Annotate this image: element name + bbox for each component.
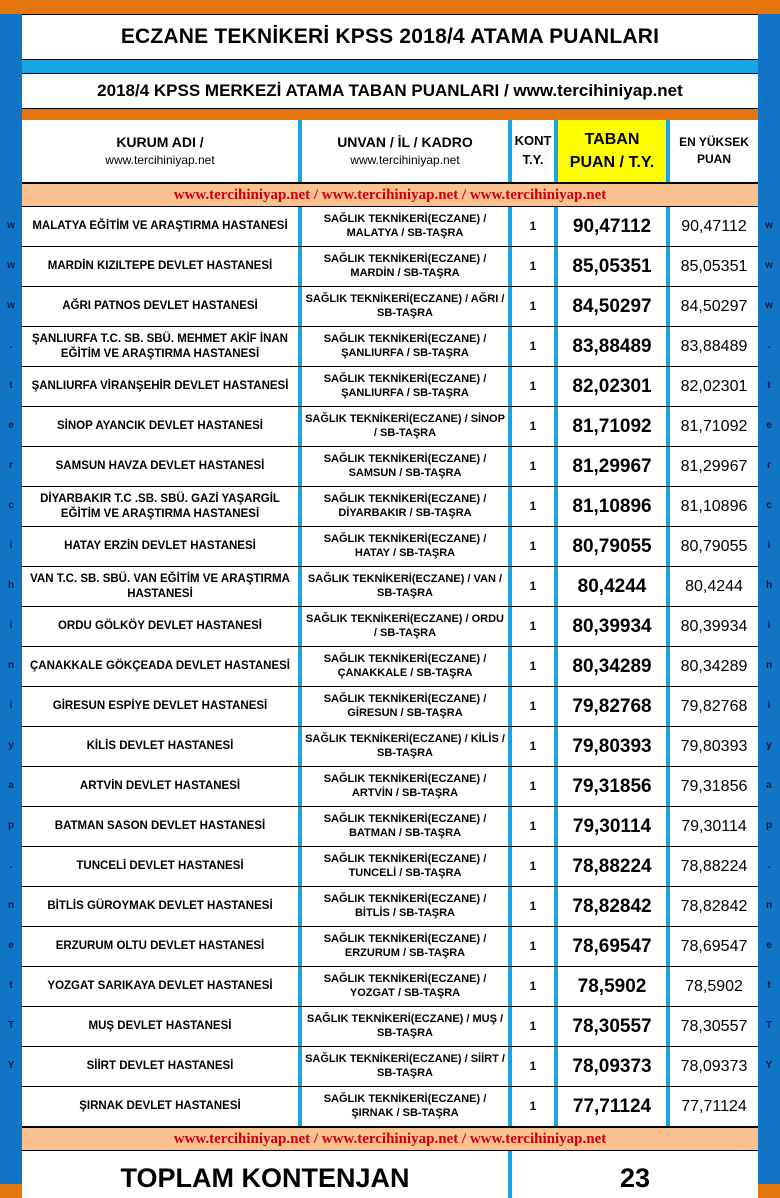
cell-kontenjan: 1 bbox=[512, 287, 558, 326]
table-row bbox=[22, 407, 758, 447]
cell-kontenjan: 1 bbox=[512, 967, 558, 1006]
cell-kurum-adi: ERZURUM OLTU DEVLET HASTANESİ bbox=[22, 927, 302, 966]
table-row bbox=[22, 527, 758, 567]
total-row bbox=[22, 1151, 758, 1198]
cell-kontenjan: 1 bbox=[512, 927, 558, 966]
cell-kurum-adi: HATAY ERZİN DEVLET HASTANESİ bbox=[22, 527, 302, 566]
column-header-unvan-line2: www.tercihiniyap.net bbox=[350, 153, 460, 168]
table-row bbox=[22, 327, 758, 367]
cell-kontenjan: 1 bbox=[512, 527, 558, 566]
column-header-kurum bbox=[22, 120, 302, 182]
cell-kontenjan: 1 bbox=[512, 407, 558, 446]
table-row bbox=[22, 607, 758, 647]
right-rail-letters bbox=[758, 206, 780, 1086]
rail-letter: w bbox=[7, 300, 15, 311]
rail-letter: . bbox=[767, 340, 771, 351]
cell-taban-puan: 78,09373 bbox=[558, 1047, 670, 1086]
cell-en-yuksek-puan: 78,82842 bbox=[680, 897, 748, 915]
cell-en-yuksek-puan: 80,34289 bbox=[680, 657, 748, 675]
rail-letter: t bbox=[767, 380, 771, 391]
rail-letter: w bbox=[765, 260, 773, 271]
cell-unvan-il-kadro: SAĞLIK TEKNİKERİ(ECZANE) / ERZURUM / SB-TAŞRA bbox=[302, 927, 512, 966]
cell-kurum-adi: MARDİN KIZILTEPE DEVLET HASTANESİ bbox=[22, 247, 302, 286]
cell-kontenjan: 1 bbox=[512, 207, 558, 246]
rail-letter: T bbox=[7, 1020, 15, 1031]
cell-kurum-adi: ŞANLIURFA VİRANŞEHİR DEVLET HASTANESİ bbox=[22, 367, 302, 406]
cell-unvan-il-kadro: SAĞLIK TEKNİKERİ(ECZANE) / MARDİN / SB-TAŞRA bbox=[302, 247, 512, 286]
cell-en-yuksek-puan: 79,82768 bbox=[680, 697, 748, 715]
table-row bbox=[22, 1007, 758, 1047]
column-header-taban-line1: TABAN bbox=[584, 130, 640, 148]
cell-kurum-adi: GİRESUN ESPİYE DEVLET HASTANESİ bbox=[22, 687, 302, 726]
table-row bbox=[22, 447, 758, 487]
cell-taban-puan: 81,71092 bbox=[558, 407, 670, 446]
cell-kurum-adi: KİLİS DEVLET HASTANESİ bbox=[22, 727, 302, 766]
table-row bbox=[22, 367, 758, 407]
rail-letter: Y bbox=[7, 1060, 15, 1071]
rail-letter: n bbox=[7, 660, 15, 671]
column-header-kontenjan-line2: T.Y. bbox=[522, 152, 544, 167]
cell-kurum-adi: VAN T.C. SB. SBÜ. VAN EĞİTİM VE ARAŞTIRMA HASTANESİ bbox=[22, 567, 302, 606]
cell-unvan-il-kadro: SAĞLIK TEKNİKERİ(ECZANE) / ARTVİN / SB-TAŞRA bbox=[302, 767, 512, 806]
cell-unvan-il-kadro: SAĞLIK TEKNİKERİ(ECZANE) / HATAY / SB-TAŞRA bbox=[302, 527, 512, 566]
cell-en-yuksek-puan: 83,88489 bbox=[680, 337, 748, 355]
cell-en-yuksek-puan: 90,47112 bbox=[681, 217, 747, 235]
rail-letter: . bbox=[9, 860, 13, 871]
table-row bbox=[22, 287, 758, 327]
cell-en-yuksek-puan: 84,50297 bbox=[680, 297, 748, 315]
table-row bbox=[22, 487, 758, 527]
rail-letter: i bbox=[9, 620, 13, 631]
cell-unvan-il-kadro: SAĞLIK TEKNİKERİ(ECZANE) / MALATYA / SB-TAŞRA bbox=[302, 207, 512, 246]
left-rail bbox=[0, 14, 22, 1184]
table-sheet bbox=[22, 14, 758, 1193]
cell-en-yuksek-puan: 79,30114 bbox=[681, 817, 747, 835]
cell-kontenjan: 1 bbox=[512, 687, 558, 726]
cell-kurum-adi: ARTVİN DEVLET HASTANESİ bbox=[22, 767, 302, 806]
cell-unvan-il-kadro: SAĞLIK TEKNİKERİ(ECZANE) / VAN / SB-TAŞRA bbox=[302, 567, 512, 606]
cell-en-yuksek-puan: 85,05351 bbox=[680, 257, 748, 275]
cell-kurum-adi: ŞIRNAK DEVLET HASTANESİ bbox=[22, 1087, 302, 1126]
cell-kurum-adi: YOZGAT SARIKAYA DEVLET HASTANESİ bbox=[22, 967, 302, 1006]
cell-kurum-adi: ŞANLIURFA T.C. SB. SBÜ. MEHMET AKİF İNAN EĞİTİM VE ARAŞTIRMA HASTANESİ bbox=[22, 327, 302, 366]
cell-en-yuksek-puan: 81,29967 bbox=[680, 457, 748, 475]
table-row bbox=[22, 207, 758, 247]
column-header-taban-line2: PUAN / T.Y. bbox=[569, 154, 655, 171]
cell-unvan-il-kadro: SAĞLIK TEKNİKERİ(ECZANE) / ÇANAKKALE / SB-TAŞRA bbox=[302, 647, 512, 686]
cell-en-yuksek-puan: 78,69547 bbox=[680, 937, 748, 955]
table-row bbox=[22, 1047, 758, 1087]
table-row bbox=[22, 247, 758, 287]
column-header-kurum-line1: KURUM ADI / bbox=[116, 134, 204, 151]
promo-strip-top: www.tercihiniyap.net / www.tercihiniyap.net / www.tercihiniyap.net bbox=[22, 183, 758, 207]
rail-letter: r bbox=[767, 460, 771, 471]
cell-unvan-il-kadro: SAĞLIK TEKNİKERİ(ECZANE) / DİYARBAKIR / SB-TAŞRA bbox=[302, 487, 512, 526]
rail-letter: y bbox=[8, 740, 14, 751]
rail-letter: t bbox=[767, 980, 771, 991]
cell-en-yuksek-puan: 81,10896 bbox=[680, 497, 748, 515]
table-row bbox=[22, 1087, 758, 1127]
cell-en-yuksek-puan: 80,39934 bbox=[680, 617, 748, 635]
cell-taban-puan: 84,50297 bbox=[558, 287, 670, 326]
cell-kontenjan: 1 bbox=[512, 367, 558, 406]
cell-taban-puan: 79,31856 bbox=[558, 767, 670, 806]
cell-unvan-il-kadro: SAĞLIK TEKNİKERİ(ECZANE) / SİNOP / SB-TAŞRA bbox=[302, 407, 512, 446]
rail-letter: n bbox=[7, 900, 15, 911]
rail-letter: . bbox=[9, 340, 13, 351]
cell-kontenjan: 1 bbox=[512, 247, 558, 286]
cell-unvan-il-kadro: SAĞLIK TEKNİKERİ(ECZANE) / ŞANLIURFA / SB-TAŞRA bbox=[302, 327, 512, 366]
table-row bbox=[22, 687, 758, 727]
cell-kurum-adi: ORDU GÖLKÖY DEVLET HASTANESİ bbox=[22, 607, 302, 646]
table-row bbox=[22, 767, 758, 807]
cell-kontenjan: 1 bbox=[512, 727, 558, 766]
cell-en-yuksek-puan: 79,80393 bbox=[680, 737, 748, 755]
rail-letter: w bbox=[7, 220, 15, 231]
column-header-enyuksek-line2: PUAN bbox=[696, 152, 731, 166]
rail-letter: p bbox=[7, 820, 15, 831]
rail-letter: w bbox=[765, 220, 773, 231]
cell-taban-puan: 80,79055 bbox=[558, 527, 670, 566]
cell-en-yuksek-puan: 78,30557 bbox=[680, 1017, 748, 1035]
cell-kurum-adi: SAMSUN HAVZA DEVLET HASTANESİ bbox=[22, 447, 302, 486]
page-subtitle: 2018/4 KPSS MERKEZİ ATAMA TABAN PUANLARI / www.tercihiniyap.net bbox=[22, 73, 758, 109]
rail-letter: e bbox=[8, 420, 14, 431]
rail-letter: e bbox=[766, 940, 772, 951]
column-header-taban-puan bbox=[558, 120, 670, 182]
right-rail bbox=[758, 14, 780, 1184]
cell-kurum-adi: SİİRT DEVLET HASTANESİ bbox=[22, 1047, 302, 1086]
cell-taban-puan: 78,88224 bbox=[558, 847, 670, 886]
cell-taban-puan: 83,88489 bbox=[558, 327, 670, 366]
cell-taban-puan: 85,05351 bbox=[558, 247, 670, 286]
cell-taban-puan: 79,82768 bbox=[558, 687, 670, 726]
rail-letter: w bbox=[765, 300, 773, 311]
rail-letter: t bbox=[9, 380, 13, 391]
cell-unvan-il-kadro: SAĞLIK TEKNİKERİ(ECZANE) / KİLİS / SB-TAŞRA bbox=[302, 727, 512, 766]
cell-taban-puan: 81,10896 bbox=[558, 487, 670, 526]
cell-kontenjan: 1 bbox=[512, 447, 558, 486]
cell-kurum-adi: TUNCELİ DEVLET HASTANESİ bbox=[22, 847, 302, 886]
cell-unvan-il-kadro: SAĞLIK TEKNİKERİ(ECZANE) / GİRESUN / SB-TAŞRA bbox=[302, 687, 512, 726]
cell-taban-puan: 81,29967 bbox=[558, 447, 670, 486]
cell-unvan-il-kadro: SAĞLIK TEKNİKERİ(ECZANE) / TUNCELİ / SB-TAŞRA bbox=[302, 847, 512, 886]
cell-kurum-adi: DİYARBAKIR T.C .SB. SBÜ. GAZİ YAŞARGİL EĞİTİM VE ARAŞTIRMA HASTANESİ bbox=[22, 487, 302, 526]
rail-letter: c bbox=[766, 500, 772, 511]
cell-taban-puan: 80,39934 bbox=[558, 607, 670, 646]
table-row bbox=[22, 967, 758, 1007]
cell-unvan-il-kadro: SAĞLIK TEKNİKERİ(ECZANE) / SİİRT / SB-TAŞRA bbox=[302, 1047, 512, 1086]
cell-taban-puan: 82,02301 bbox=[558, 367, 670, 406]
cell-kontenjan: 1 bbox=[512, 847, 558, 886]
rail-letter: t bbox=[9, 980, 13, 991]
cell-taban-puan: 80,34289 bbox=[558, 647, 670, 686]
cell-en-yuksek-puan: 78,5902 bbox=[685, 977, 743, 995]
rail-letter: e bbox=[8, 940, 14, 951]
cell-en-yuksek-puan: 80,4244 bbox=[685, 577, 743, 595]
table-row bbox=[22, 567, 758, 607]
cell-taban-puan: 80,4244 bbox=[558, 567, 670, 606]
cell-kurum-adi: ÇANAKKALE GÖKÇEADA DEVLET HASTANESİ bbox=[22, 647, 302, 686]
cell-en-yuksek-puan: 78,88224 bbox=[680, 857, 748, 875]
cell-kurum-adi: MUŞ DEVLET HASTANESİ bbox=[22, 1007, 302, 1046]
cell-kontenjan: 1 bbox=[512, 767, 558, 806]
rail-letter: i bbox=[9, 700, 13, 711]
cell-kontenjan: 1 bbox=[512, 1087, 558, 1126]
rail-letter: y bbox=[766, 740, 772, 751]
cell-kontenjan: 1 bbox=[512, 1007, 558, 1046]
table-row bbox=[22, 727, 758, 767]
total-value: 23 bbox=[619, 1162, 651, 1193]
rail-letter: n bbox=[765, 660, 773, 671]
cell-unvan-il-kadro: SAĞLIK TEKNİKERİ(ECZANE) / ŞIRNAK / SB-TAŞRA bbox=[302, 1087, 512, 1126]
page-title: ECZANE TEKNİKERİ KPSS 2018/4 ATAMA PUANLARI bbox=[22, 14, 758, 60]
rail-letter: c bbox=[8, 500, 14, 511]
cell-kurum-adi: AĞRI PATNOS DEVLET HASTANESİ bbox=[22, 287, 302, 326]
rail-letter: . bbox=[767, 860, 771, 871]
cell-en-yuksek-puan: 77,71124 bbox=[681, 1097, 747, 1115]
cell-kurum-adi: SİNOP AYANCIK DEVLET HASTANESİ bbox=[22, 407, 302, 446]
rail-letter: h bbox=[765, 580, 773, 591]
divider-lightblue bbox=[22, 60, 758, 73]
column-header-kontenjan-line1: KONT bbox=[514, 133, 552, 149]
cell-kontenjan: 1 bbox=[512, 1047, 558, 1086]
column-header-kurum-line2: www.tercihiniyap.net bbox=[105, 153, 215, 168]
table-row bbox=[22, 887, 758, 927]
cell-unvan-il-kadro: SAĞLIK TEKNİKERİ(ECZANE) / YOZGAT / SB-TAŞRA bbox=[302, 967, 512, 1006]
rail-letter: i bbox=[767, 700, 771, 711]
rail-letter: p bbox=[765, 820, 773, 831]
cell-kontenjan: 1 bbox=[512, 567, 558, 606]
total-label: TOPLAM KONTENJAN bbox=[22, 1151, 512, 1198]
promo-strip-bottom: www.tercihiniyap.net / www.tercihiniyap.net / www.tercihiniyap.net bbox=[22, 1127, 758, 1151]
cell-taban-puan: 77,71124 bbox=[558, 1087, 670, 1126]
table-row bbox=[22, 647, 758, 687]
cell-unvan-il-kadro: SAĞLIK TEKNİKERİ(ECZANE) / ŞANLIURFA / SB-TAŞRA bbox=[302, 367, 512, 406]
cell-kontenjan: 1 bbox=[512, 647, 558, 686]
rail-letter: i bbox=[767, 540, 771, 551]
table-row bbox=[22, 847, 758, 887]
cell-taban-puan: 79,80393 bbox=[558, 727, 670, 766]
rail-letter: n bbox=[765, 900, 773, 911]
cell-en-yuksek-puan: 78,09373 bbox=[680, 1057, 748, 1075]
cell-unvan-il-kadro: SAĞLIK TEKNİKERİ(ECZANE) / BİTLİS / SB-TAŞRA bbox=[302, 887, 512, 926]
column-header-unvan-line1: UNVAN / İL / KADRO bbox=[337, 134, 473, 151]
table-row bbox=[22, 807, 758, 847]
column-header-unvan bbox=[302, 120, 512, 182]
cell-en-yuksek-puan: 81,71092 bbox=[680, 417, 748, 435]
table-row bbox=[22, 927, 758, 967]
rail-letter: a bbox=[8, 780, 14, 791]
cell-unvan-il-kadro: SAĞLIK TEKNİKERİ(ECZANE) / AĞRI / SB-TAŞRA bbox=[302, 287, 512, 326]
cell-kontenjan: 1 bbox=[512, 887, 558, 926]
column-header-kontenjan bbox=[512, 120, 558, 182]
cell-unvan-il-kadro: SAĞLIK TEKNİKERİ(ECZANE) / MUŞ / SB-TAŞRA bbox=[302, 1007, 512, 1046]
rail-letter: h bbox=[7, 580, 15, 591]
cell-kurum-adi: BİTLİS GÜROYMAK DEVLET HASTANESİ bbox=[22, 887, 302, 926]
cell-taban-puan: 78,69547 bbox=[558, 927, 670, 966]
cell-kontenjan: 1 bbox=[512, 607, 558, 646]
rail-letter: T bbox=[765, 1020, 773, 1031]
rail-letter: i bbox=[9, 540, 13, 551]
cell-en-yuksek-puan: 80,79055 bbox=[680, 537, 748, 555]
cell-kontenjan: 1 bbox=[512, 327, 558, 366]
cell-taban-puan: 79,30114 bbox=[558, 807, 670, 846]
rail-letter: w bbox=[7, 260, 15, 271]
table-header-row bbox=[22, 120, 758, 183]
cell-unvan-il-kadro: SAĞLIK TEKNİKERİ(ECZANE) / SAMSUN / SB-TAŞRA bbox=[302, 447, 512, 486]
cell-kurum-adi: MALATYA EĞİTİM VE ARAŞTIRMA HASTANESİ bbox=[22, 207, 302, 246]
rail-letter: i bbox=[767, 620, 771, 631]
cell-unvan-il-kadro: SAĞLIK TEKNİKERİ(ECZANE) / BATMAN / SB-TAŞRA bbox=[302, 807, 512, 846]
cell-taban-puan: 78,5902 bbox=[558, 967, 670, 1006]
column-header-en-yuksek-puan bbox=[670, 120, 758, 182]
rail-letter: Y bbox=[765, 1060, 773, 1071]
left-rail-letters bbox=[0, 206, 22, 1086]
cell-unvan-il-kadro: SAĞLIK TEKNİKERİ(ECZANE) / ORDU / SB-TAŞRA bbox=[302, 607, 512, 646]
rail-letter: r bbox=[9, 460, 13, 471]
cell-taban-puan: 90,47112 bbox=[558, 207, 670, 246]
cell-en-yuksek-puan: 79,31856 bbox=[680, 777, 748, 795]
cell-kontenjan: 1 bbox=[512, 807, 558, 846]
rail-letter: e bbox=[766, 420, 772, 431]
cell-kurum-adi: BATMAN SASON DEVLET HASTANESİ bbox=[22, 807, 302, 846]
rail-letter: a bbox=[766, 780, 772, 791]
cell-kontenjan: 1 bbox=[512, 487, 558, 526]
table-body bbox=[22, 207, 758, 1127]
cell-taban-puan: 78,30557 bbox=[558, 1007, 670, 1046]
column-header-enyuksek-line1: EN YÜKSEK bbox=[679, 134, 749, 149]
cell-taban-puan: 78,82842 bbox=[558, 887, 670, 926]
cell-en-yuksek-puan: 82,02301 bbox=[680, 377, 748, 395]
divider-orange bbox=[22, 109, 758, 120]
